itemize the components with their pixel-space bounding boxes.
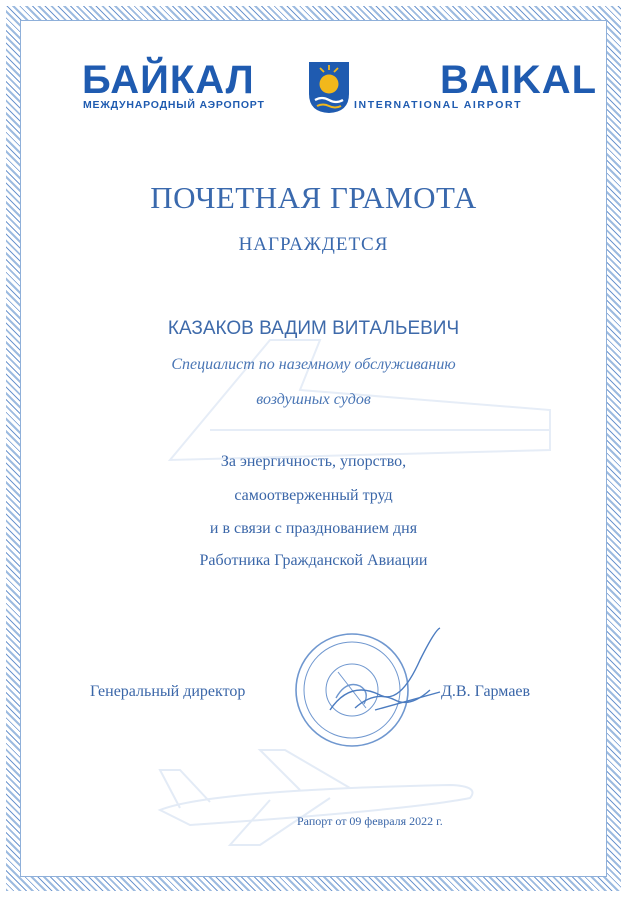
- sun-lake-emblem-icon: [306, 60, 352, 114]
- certificate-title: ПОЧЕТНАЯ ГРАМОТА: [150, 180, 477, 215]
- recipient-name: КАЗАКОВ ВАДИМ ВИТАЛЬЕВИЧ: [167, 318, 460, 339]
- logo-en-subtitle: INTERNATIONAL AIRPORT: [354, 99, 523, 111]
- recipient-position-line-2: воздушных судов: [256, 391, 371, 408]
- reason-line: и в связи с празднованием дня: [209, 520, 418, 537]
- logo-ru-subtitle: МЕЖДУНАРОДНЫЙ АЭРОПОРТ: [83, 99, 265, 111]
- reason-line: Работника Гражданской Авиации: [199, 552, 428, 569]
- reason-line: самоотверженный труд: [234, 487, 393, 504]
- logo-ru-word: БАЙКАЛ: [82, 58, 255, 102]
- logo-en-word: BAIKAL: [440, 58, 598, 102]
- signatory-name: Д.В. Гармаев: [441, 683, 531, 700]
- reason-line: За энергичность, упорство,: [220, 453, 407, 470]
- airport-logo: [82, 58, 598, 118]
- awarded-caption: НАГРАЖДЕТСЯ: [238, 234, 389, 255]
- signatory-title: Генеральный директор: [90, 683, 246, 700]
- report-reference: Рапорт от 09 февраля 2022 г.: [297, 814, 443, 828]
- recipient-position-line-1: Специалист по наземному обслуживанию: [171, 356, 456, 373]
